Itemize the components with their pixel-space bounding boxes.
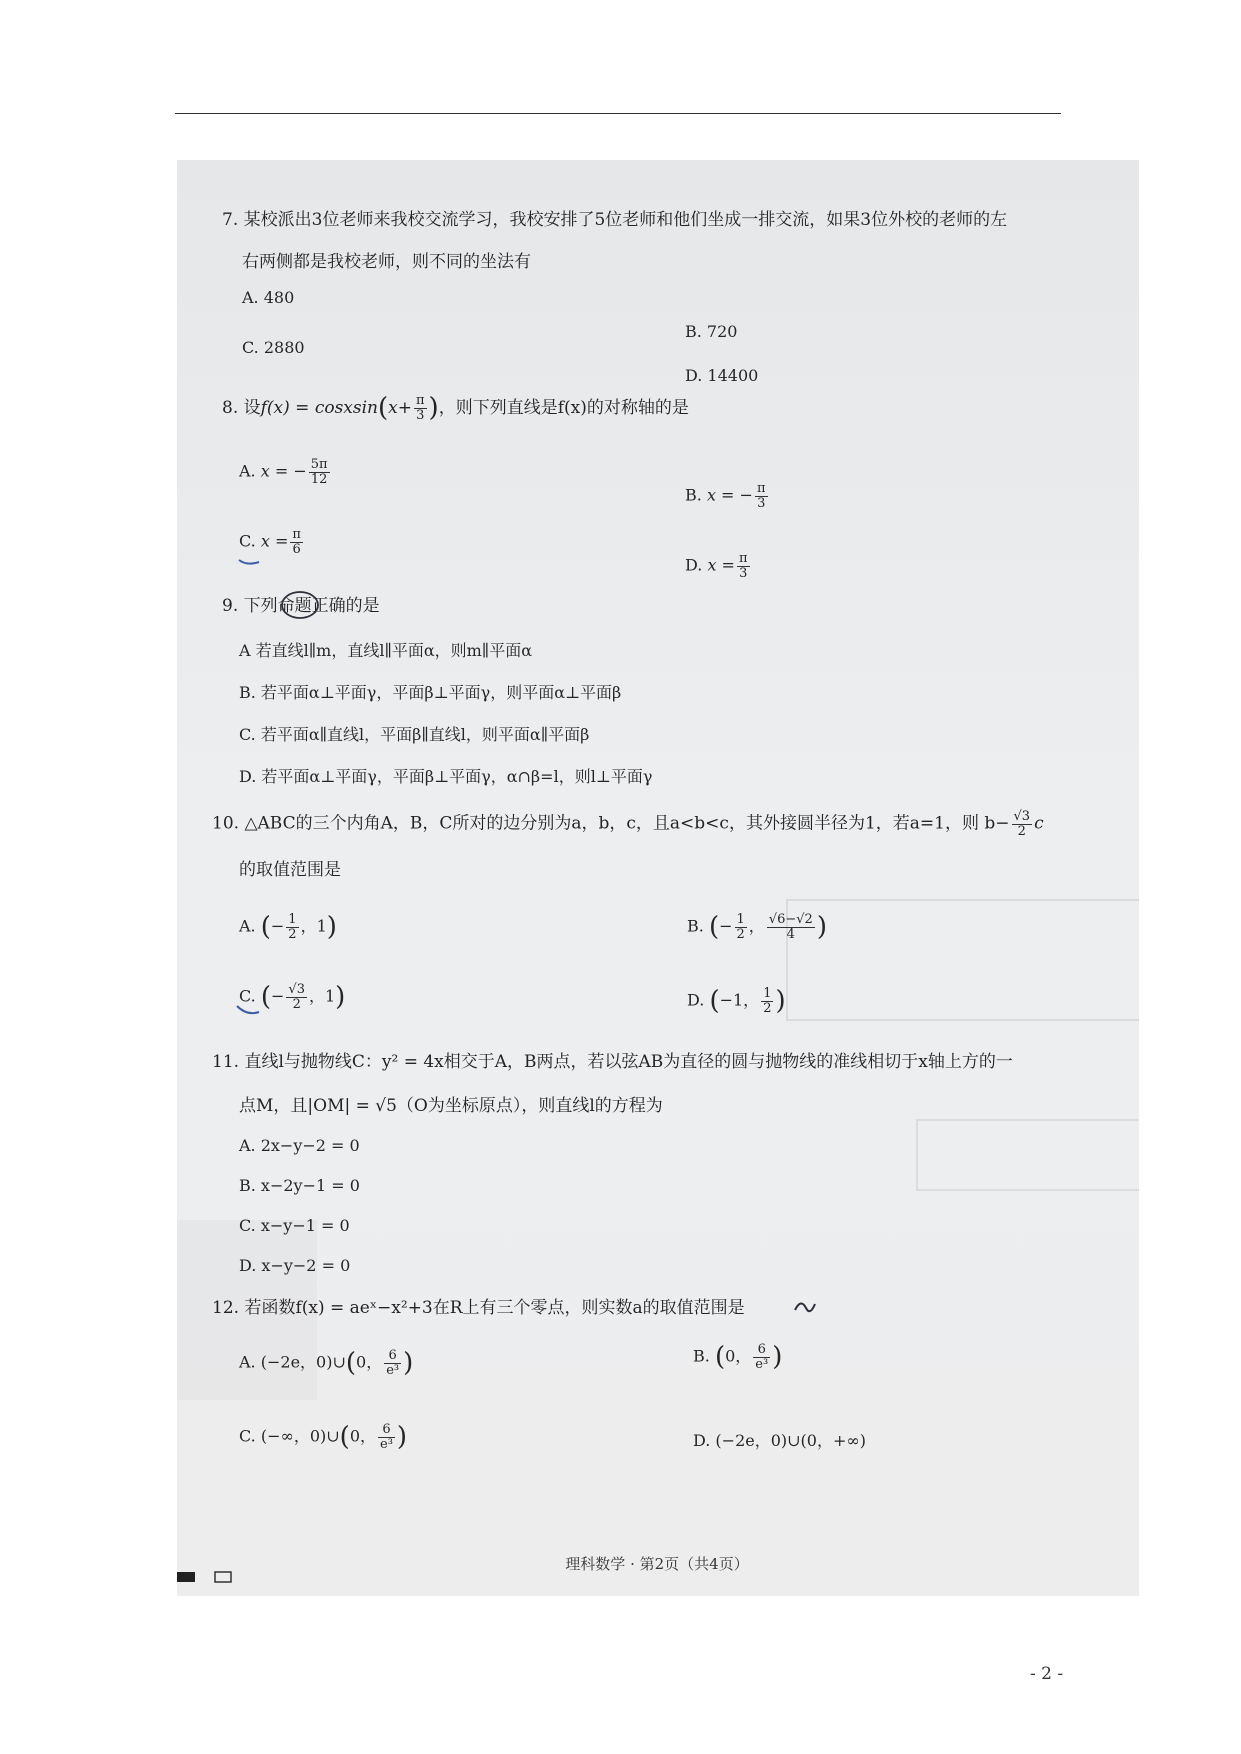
q8-b-label: B. (685, 485, 702, 505)
header-rule (175, 113, 1061, 114)
q8-c-num: π (292, 527, 301, 542)
q10-line1 (212, 810, 1044, 838)
q8-a-eq: x = − (260, 461, 307, 481)
q10-c-paren-open: ( (260, 982, 272, 1012)
q8-a-den: 12 (310, 471, 328, 487)
exam-photo (177, 160, 1139, 1596)
q10-c-tail: ，1 (308, 986, 336, 1006)
q10-b-fraction1 (735, 913, 747, 941)
q12-pen-mark (792, 1296, 818, 1318)
page-number: - 2 - (1030, 1664, 1064, 1684)
q8-arg-fraction (414, 394, 427, 422)
sheet-footer: 理科数学 · 第2页（共4页） (565, 1555, 749, 1573)
q10-a-label: A. (239, 916, 256, 936)
q11-option-d: D. x−y−2 = 0 (239, 1256, 351, 1275)
q12-option-c (239, 1422, 407, 1452)
q10-b-label: B. (687, 916, 704, 936)
q8-option-b (685, 482, 770, 510)
q12-c-num: 6 (378, 1423, 395, 1438)
q9-option-c: C. 若平面α∥直线l，平面β∥直线l，则平面α∥平面β (239, 725, 590, 744)
q10-d-den: 2 (763, 1000, 772, 1016)
q8-arg-left: x+ (388, 397, 412, 418)
q8-b-den: 3 (757, 495, 766, 511)
q8-b-fraction (755, 482, 768, 510)
q10-b-fraction2 (767, 913, 815, 941)
q12-a-in: 0， (356, 1352, 383, 1372)
q8-b-num: π (756, 481, 766, 496)
corner-marks (177, 1570, 257, 1586)
q10-c-fraction (286, 983, 307, 1011)
q8-option-d (685, 552, 752, 580)
q12-a-label: A. (239, 1352, 256, 1372)
q10-c-num: √3 (288, 981, 305, 997)
q8-d-label: D. (685, 555, 703, 575)
q8-suffix: ，则下列直线是f(x)的对称轴的是 (438, 397, 689, 418)
q12-b-den: e³ (755, 1356, 769, 1372)
q12-b-label: B. (693, 1346, 710, 1366)
q12-option-a (239, 1348, 413, 1378)
q8-option-a (239, 458, 332, 486)
q9-option-a: A 若直线l∥m，直线l∥平面α，则m∥平面α (239, 641, 533, 660)
q8-c-eq: x = (260, 531, 289, 551)
q10-d-num: 1 (763, 985, 772, 1001)
q10-frac-den: 2 (1017, 823, 1026, 839)
q10-a-paren-open: ( (260, 912, 271, 942)
q8-c-fraction (290, 528, 303, 556)
q10-b-paren-close: ) (816, 912, 827, 942)
q12-b-paren-close: ) (772, 1342, 783, 1372)
q10-c-label: C. (239, 986, 256, 1006)
q9-option-b: B. 若平面α⊥平面γ，平面β⊥平面γ，则平面α⊥平面β (239, 683, 622, 702)
q10-option-c: C. (− $\frac{√3}{2}$ ，1) (239, 981, 346, 1012)
q8-stem (222, 392, 689, 425)
q10-a-den: 2 (288, 926, 297, 942)
q12-c-in: 0， (349, 1426, 377, 1446)
q11-line2: 点M，且|OM| = √5（O为坐标原点），则直线l的方程为 (239, 1096, 663, 1116)
q8-a-fraction (309, 458, 330, 486)
q7-option-a: A. 480 (242, 288, 295, 307)
q8-d-num: π (738, 551, 748, 566)
q10-b-den: 2 (736, 926, 745, 942)
q7-option-d: D. 14400 (685, 366, 759, 385)
q10-a-num: 1 (288, 911, 297, 927)
q10-c-paren-close: ) (335, 982, 346, 1012)
q12-b-num: 6 (753, 1343, 770, 1358)
q8-func: f(x) = cosxsin (260, 397, 378, 418)
q11-option-c: C. x−y−1 = 0 (239, 1216, 350, 1235)
q10-a-fraction (286, 913, 298, 941)
q12-stem: 12. 若函数f(x) = aeˣ−x²+3在R上有三个零点，则实数a的取值范围是 (212, 1298, 745, 1318)
q12-a-num: 6 (384, 1349, 401, 1364)
q12-c-den: e³ (380, 1436, 393, 1452)
q10-frac-tail: c (1034, 813, 1044, 834)
q9-stem: 9. 下列命题正确的是 (222, 596, 380, 616)
q7-option-c: C. 2880 (242, 338, 305, 357)
q10-d-head: −1， (719, 990, 760, 1010)
q8-a-num: 5π (310, 457, 328, 472)
q12-a-fraction (384, 1349, 401, 1377)
q12-b-fraction (753, 1343, 770, 1371)
q12-b-in: 0， (725, 1346, 752, 1366)
q12-c-label: C. (239, 1426, 256, 1446)
q10-b-den2: 4 (786, 926, 795, 942)
q10-d-paren-close: ) (775, 986, 786, 1016)
q8-prefix: 8. 设 (222, 397, 261, 418)
q7-line1: 7. 某校派出3位老师来我校交流学习，我校安排了5位老师和他们坐成一排交流，如果3位外校的老师的左 (222, 210, 1008, 230)
q7-line2: 右两侧都是我校老师，则不同的坐法有 (242, 252, 531, 272)
q10-option-a: A. (− $\frac{1}{2}$ ，1) (239, 911, 337, 942)
q10-c-pen-mark (235, 998, 263, 1024)
q8-arg-num: π (416, 393, 425, 409)
q10-a-tail: ，1 (300, 916, 327, 936)
q8-arg-den: 3 (416, 407, 425, 423)
q10-frac-num: √3 (1013, 809, 1031, 824)
q12-a-paren-close: ) (403, 1348, 414, 1378)
q10-option-d (687, 986, 786, 1016)
q8-c-label: C. (239, 531, 256, 551)
q10-d-label: D. (687, 990, 705, 1010)
q10-line2: 的取值范围是 (239, 860, 341, 880)
q12-c-paren-open: ( (339, 1422, 350, 1452)
q12-a-paren-open: ( (345, 1348, 357, 1378)
q12-a-den: e³ (386, 1362, 400, 1378)
q10-b-num: 1 (736, 911, 745, 927)
q9-option-d: D. 若平面α⊥平面γ，平面β⊥平面γ，α∩β=l，则l⊥平面γ (239, 767, 653, 786)
q12-option-d: D. (−2e，0)∪(0，+∞) (693, 1431, 866, 1450)
q8-b-eq: x = − (706, 485, 753, 505)
q10-fraction (1012, 810, 1033, 838)
q11-line1: 11. 直线l与抛物线C：y² = 4x相交于A，B两点，若以弦AB为直径的圆与抛物线的准线相切于x轴上方的一 (212, 1052, 1013, 1072)
q8-d-den: 3 (739, 565, 748, 581)
q12-a-head: (−2e，0)∪ (260, 1352, 346, 1372)
q10-a-paren-close: ) (326, 912, 337, 942)
q8-d-fraction (737, 552, 750, 580)
q10-c-den: 2 (292, 996, 301, 1012)
q8-d-eq: x = (707, 555, 735, 575)
q11-option-a: A. 2x−y−2 = 0 (239, 1136, 360, 1155)
q12-c-paren-close: ) (396, 1422, 408, 1452)
q10-d-fraction (761, 987, 773, 1015)
q12-c-head: (−∞，0)∪ (260, 1426, 340, 1446)
q8-c-pen-mark (237, 538, 263, 568)
q8-paren-open: ( (378, 393, 389, 423)
q10-line1-text: 10. △ABC的三个内角A，B，C所对的边分别为a，b，c，且a<b<c，其外接圆半径为1，若a=1，则 b− (212, 813, 1010, 834)
q11-option-b: B. x−2y−1 = 0 (239, 1176, 360, 1195)
q8-a-label: A. (239, 461, 256, 481)
q10-option-b: B. (− $\frac{1}{2}$ ， $\frac{√6-√2}{4}$ ) (687, 911, 827, 942)
q10-b-num2: √6−√2 (768, 911, 813, 927)
q12-option-b (693, 1342, 782, 1372)
q8-paren-close: ) (428, 393, 439, 423)
q10-d-paren-open: ( (709, 986, 720, 1016)
q8-c-den: 6 (292, 541, 301, 557)
q10-b-paren-open: ( (708, 912, 720, 942)
q9-circle-mark (279, 588, 321, 622)
q7-option-b: B. 720 (685, 322, 738, 341)
q12-c-fraction (378, 1423, 395, 1451)
q12-b-paren-open: ( (714, 1342, 726, 1372)
